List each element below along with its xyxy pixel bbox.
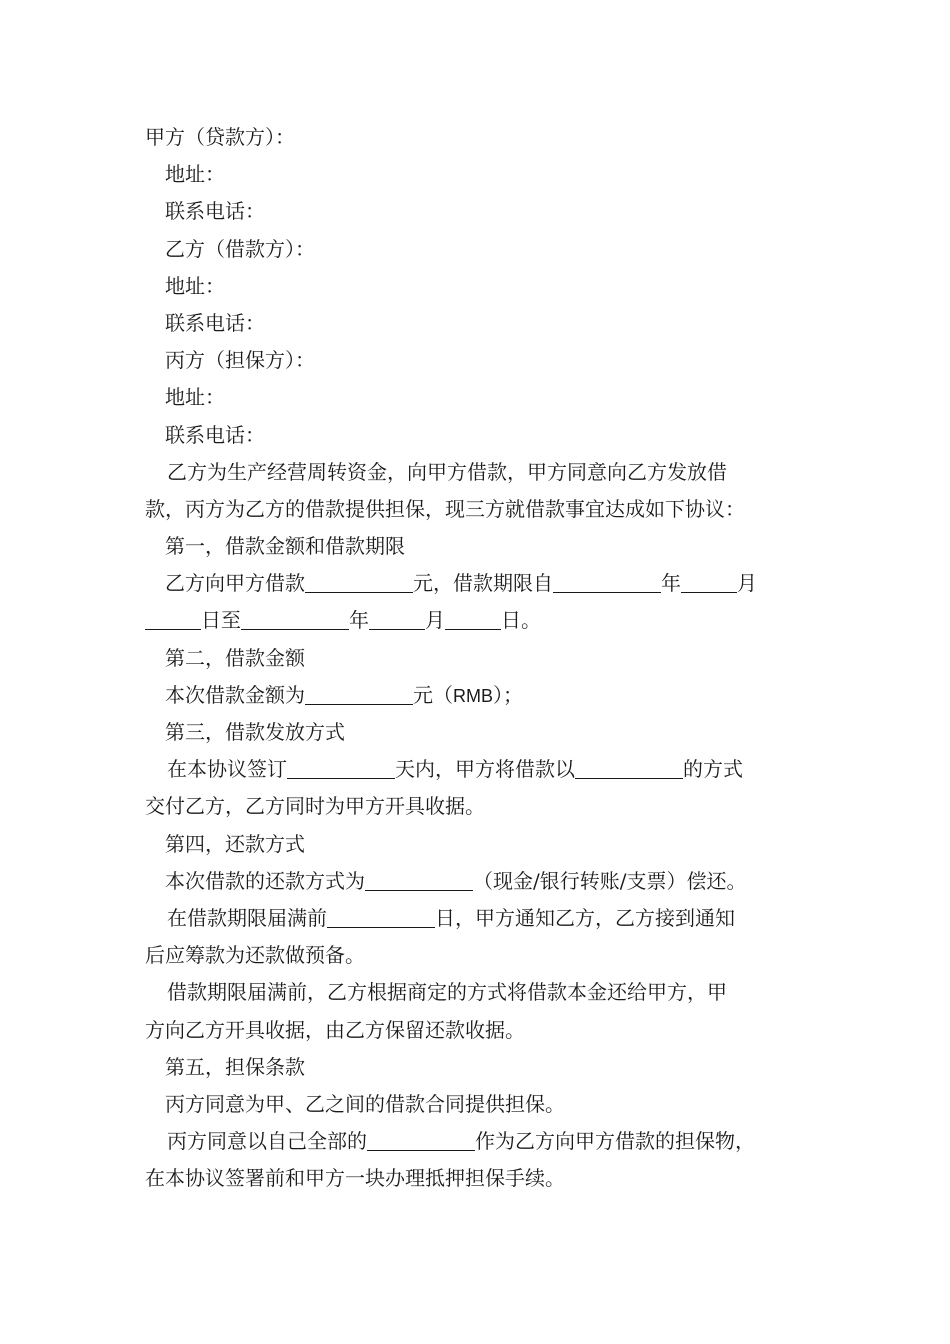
- text: ）；: [493, 682, 523, 707]
- preamble-line-2: 款，丙方为乙方的借款提供担保，现三方就借款事宜达成如下协议：: [145, 496, 745, 521]
- guarantor-heading: 丙方（担保方）：: [165, 348, 315, 373]
- article-4-paragraph-1: [145, 863, 810, 900]
- text: 在借款期限届满前: [167, 905, 327, 930]
- text: 的方式: [683, 757, 743, 782]
- text: 年: [349, 608, 369, 633]
- article-3-paragraph-line-1: [145, 751, 810, 788]
- article-1-paragraph-line-1: [145, 565, 810, 602]
- article-5-paragraph-2-line-2: 在本协议签署前和甲方一块办理抵押担保手续。: [145, 1166, 565, 1191]
- start-month-blank: [681, 591, 737, 593]
- notice-days-blank: [327, 926, 435, 928]
- text: 月: [737, 571, 757, 596]
- start-day-blank: [145, 628, 201, 630]
- text: 本次借款的还款方式为: [165, 868, 365, 893]
- text: 日。: [501, 608, 541, 633]
- article-4-paragraph-3-line-1: 借款期限届满前，乙方根据商定的方式将借款本金还给甲方，甲: [167, 980, 727, 1005]
- article-1-paragraph-line-2: [145, 602, 810, 639]
- article-5-paragraph-1: 丙方同意为甲、乙之间的借款合同提供担保。: [165, 1091, 565, 1116]
- text: 日，甲方通知乙方，乙方接到通知: [435, 905, 735, 930]
- borrower-phone: 联系电话：: [165, 310, 265, 335]
- lender-address: 地址：: [165, 162, 225, 187]
- loan-amount-blank: [305, 703, 413, 705]
- text: 本次借款金额为: [165, 682, 305, 707]
- end-month-blank: [369, 628, 425, 630]
- article-5-paragraph-2-line-1: [145, 1123, 810, 1160]
- text: （现金/银行转账/支票）偿还。: [473, 868, 747, 893]
- borrower-address: 地址：: [165, 273, 225, 298]
- text: 元（: [413, 682, 453, 707]
- contract-body: [145, 119, 810, 1197]
- text: 天内，甲方将借款以: [395, 757, 575, 782]
- guarantor-phone: 联系电话：: [165, 422, 265, 447]
- borrower-heading: 乙方（借款方）：: [165, 236, 315, 261]
- collateral-blank: [367, 1149, 475, 1151]
- article-5-heading: 第五，担保条款: [165, 1054, 305, 1079]
- text: 丙方同意以自己全部的: [167, 1129, 367, 1154]
- text: 元，借款期限自: [413, 571, 553, 596]
- lender-heading: 甲方（贷款方）：: [145, 125, 295, 149]
- article-2-paragraph: [145, 677, 810, 714]
- text: 日至: [201, 608, 241, 633]
- preamble-line-1: 乙方为生产经营周转资金，向甲方借款，甲方同意向乙方发放借: [167, 459, 727, 484]
- article-2-heading: 第二，借款金额: [165, 645, 305, 670]
- article-4-paragraph-2-line-1: [145, 900, 810, 937]
- article-3-heading: 第三，借款发放方式: [165, 720, 345, 744]
- days-blank: [287, 777, 395, 779]
- text: 作为乙方向甲方借款的担保物，: [475, 1129, 755, 1154]
- text: 年: [661, 571, 681, 596]
- article-4-paragraph-2-line-2: 后应筹款为还款做预备。: [145, 943, 365, 968]
- article-3-paragraph-line-2: 交付乙方，乙方同时为甲方开具收据。: [145, 794, 485, 819]
- lender-phone: 联系电话：: [165, 199, 265, 224]
- end-year-blank: [241, 628, 349, 630]
- text: 月: [425, 608, 445, 633]
- article-4-heading: 第四，还款方式: [165, 831, 305, 856]
- text: 在本协议签订: [167, 757, 287, 782]
- article-4-paragraph-3-line-2: 方向乙方开具收据，由乙方保留还款收据。: [145, 1017, 525, 1042]
- text: 乙方向甲方借款: [165, 571, 305, 596]
- end-day-blank: [445, 628, 501, 630]
- currency-code: RMB: [453, 685, 493, 706]
- amount-blank: [305, 591, 413, 593]
- guarantor-address: 地址：: [165, 385, 225, 410]
- disbursement-method-blank: [575, 777, 683, 779]
- start-year-blank: [553, 591, 661, 593]
- article-1-heading: 第一，借款金额和借款期限: [165, 534, 405, 559]
- repayment-method-blank: [365, 889, 473, 891]
